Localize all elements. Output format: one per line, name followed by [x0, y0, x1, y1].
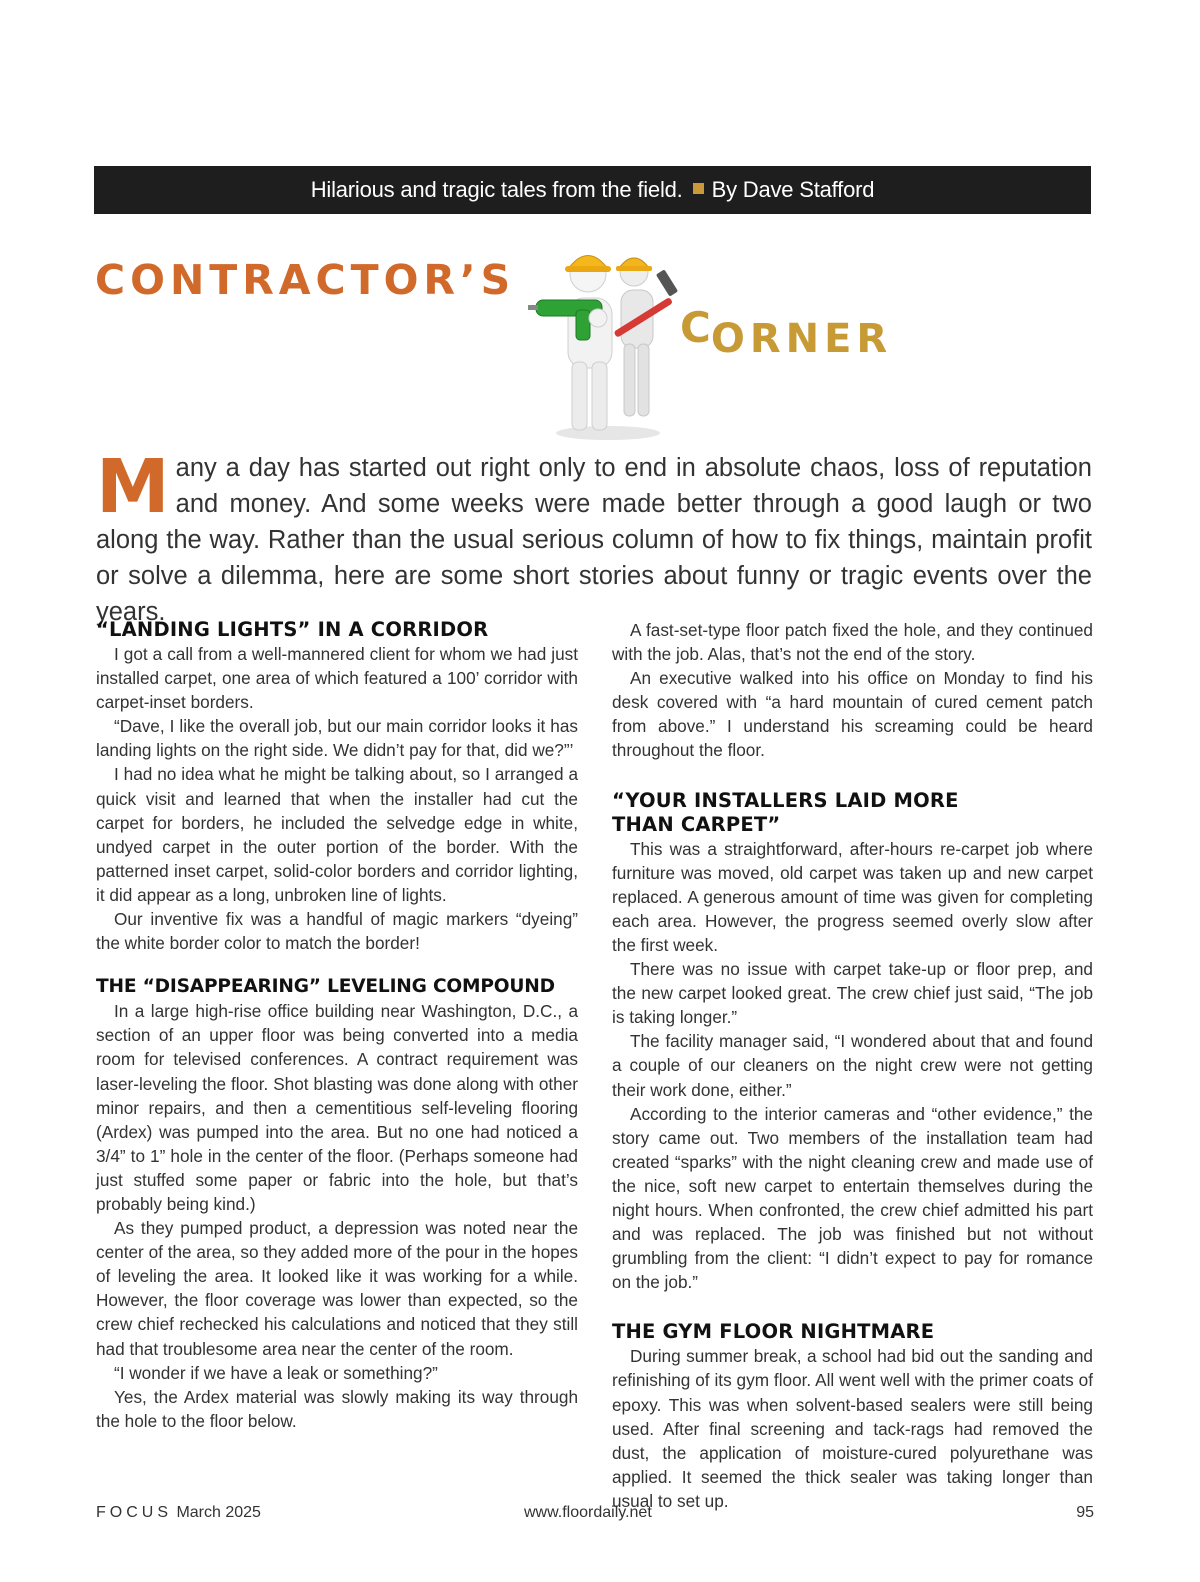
body-paragraph: In a large high-rise office building near Washington, D.C., a section of an upper floor was being converted into a media room for televised conferences. A contract requirement was laser-leveling the floor. Shot blasting was done along with other minor repairs, and then a cementitious self-leveling flooring (Ardex) was pumped into the area. But no one had noticed a 3/4” to 1” hole in the center of the floor. (Perhaps someone had just stuffed some paper or fabric into the hole, but that’s probably being kind.)	[96, 1001, 578, 1214]
construction-workers-icon	[528, 228, 698, 443]
title-contractors: CONTRACTOR’S	[95, 256, 516, 304]
body-paragraph: I had no idea what he might be talking about, so I arranged a quick visit and learned that when the installer had cut the carpet for borders, he included the selvedge edge in white, undyed carpet in the outer portion of the border. With the patterned inset carpet, solid-color borders and corridor lighting, it did appear as a long, unbroken line of lights.	[96, 764, 578, 905]
footer-publication	[96, 1504, 261, 1522]
body-paragraph: “Dave, I like the overall job, but our main corridor looks it has landing lights on the right side. We didn’t pay for that, did we?”’	[96, 716, 578, 761]
right-column	[612, 618, 1093, 1513]
footer-url[interactable]: www.floordaily.net	[524, 1504, 652, 1521]
body-paragraph: I got a call from a well-mannered client for whom we had just installed carpet, one area of which featured a 100’ corridor with carpet-inset borders.	[96, 644, 578, 713]
page-number: 95	[1076, 1504, 1094, 1521]
header-banner	[94, 166, 1091, 214]
title-corner-initial: C	[680, 303, 711, 352]
section-heading-line: THAN CARPET”	[612, 812, 781, 836]
banner-byline: By Dave Stafford	[711, 177, 875, 202]
body-paragraph: Our inventive fix was a handful of magic markers “dyeing” the white border color to match the border!	[96, 909, 578, 954]
body-paragraph: Yes, the Ardex material was slowly making its way through the hole to the floor below.	[96, 1386, 578, 1431]
section-heading-line: “YOUR INSTALLERS LAID MORE	[612, 788, 959, 812]
page-footer	[96, 1504, 1094, 1526]
body-paragraph: An executive walked into his office on Monday to find his desk covered with “a hard mountain of cured cement patch from above.” I understand his screaming could be heard throughout the floor.	[612, 668, 1093, 761]
intro-text: any a day has started out right only to end in absolute chaos, loss of reputation and money. And some weeks were made better through a good laugh or two along the way. Rather than the usual serious column of how to fix things, maintain profit or solve a dilemma, here are some short stories about funny or tragic events over the years.	[96, 454, 1092, 626]
section-heading	[612, 789, 1093, 837]
footer-issue: March 2025	[176, 1504, 261, 1521]
section-heading: “LANDING LIGHTS” IN A CORRIDOR	[96, 618, 489, 641]
banner-tagline: Hilarious and tragic tales from the field.	[310, 177, 683, 202]
body-paragraph: The facility manager said, “I wondered about that and found a couple of our cleaners on the night crew were not getting their work done, either.”	[612, 1031, 1093, 1100]
body-paragraph: During summer break, a school had bid out the sanding and refinishing of its gym floor. All went well with the primer coats of epoxy. This was when solvent-based sealers were still being used. After final screening and tack-rags had removed the dust, the application of moisture-cured polyurethane was applied. It seemed the thick sealer was taking longer than usual to set up.	[612, 1346, 1093, 1511]
section-heading: THE GYM FLOOR NIGHTMARE	[612, 1320, 935, 1344]
drop-cap: M	[96, 444, 170, 530]
body-paragraph: This was a straightforward, after-hours re-carpet job where furniture was moved, old carpet was taken up and new carpet replaced. A generous amount of time was given for completing each area. However, the progress seemed overly slow after the first week.	[612, 838, 1093, 955]
body-paragraph: As they pumped product, a depression was noted near the center of the area, so they added more of the pour in the hopes of leveling the area. It looked like it was working for a while. However, the floor coverage was lower than expected, so the crew chief rechecked his calculations and noticed that they still had that troublesome area near the center of the room.	[96, 1218, 578, 1359]
footer-magazine: FOCUS	[96, 1504, 172, 1521]
title-corner-rest: ORNER	[710, 316, 893, 362]
body-paragraph: A fast-set-type floor patch fixed the hole, and they continued with the job. Alas, that’s not the end of the story.	[612, 620, 1093, 665]
intro-paragraph	[96, 444, 1092, 630]
body-paragraph: According to the interior cameras and “other evidence,” the story came out. Two members of the installation team had created “sparks” with the night cleaning crew and made use of the nice, soft new carpet to entertain themselves during the night hours. When confronted, the crew chief admitted his part and was replaced. The job was finished but not without grumbling from the client: “I didn’t expect to pay for romance on the job.”	[612, 1103, 1093, 1293]
title-corner	[680, 303, 893, 362]
body-paragraph: There was no issue with carpet take-up or floor prep, and the new carpet looked great. The crew chief just said, “The job is taking longer.”	[612, 959, 1093, 1028]
left-column	[96, 618, 578, 1433]
body-paragraph: “I wonder if we have a leak or something?”	[114, 1362, 438, 1383]
square-bullet-icon	[693, 183, 704, 194]
section-heading: THE “DISAPPEARING” LEVELING COMPOUND	[96, 976, 555, 998]
